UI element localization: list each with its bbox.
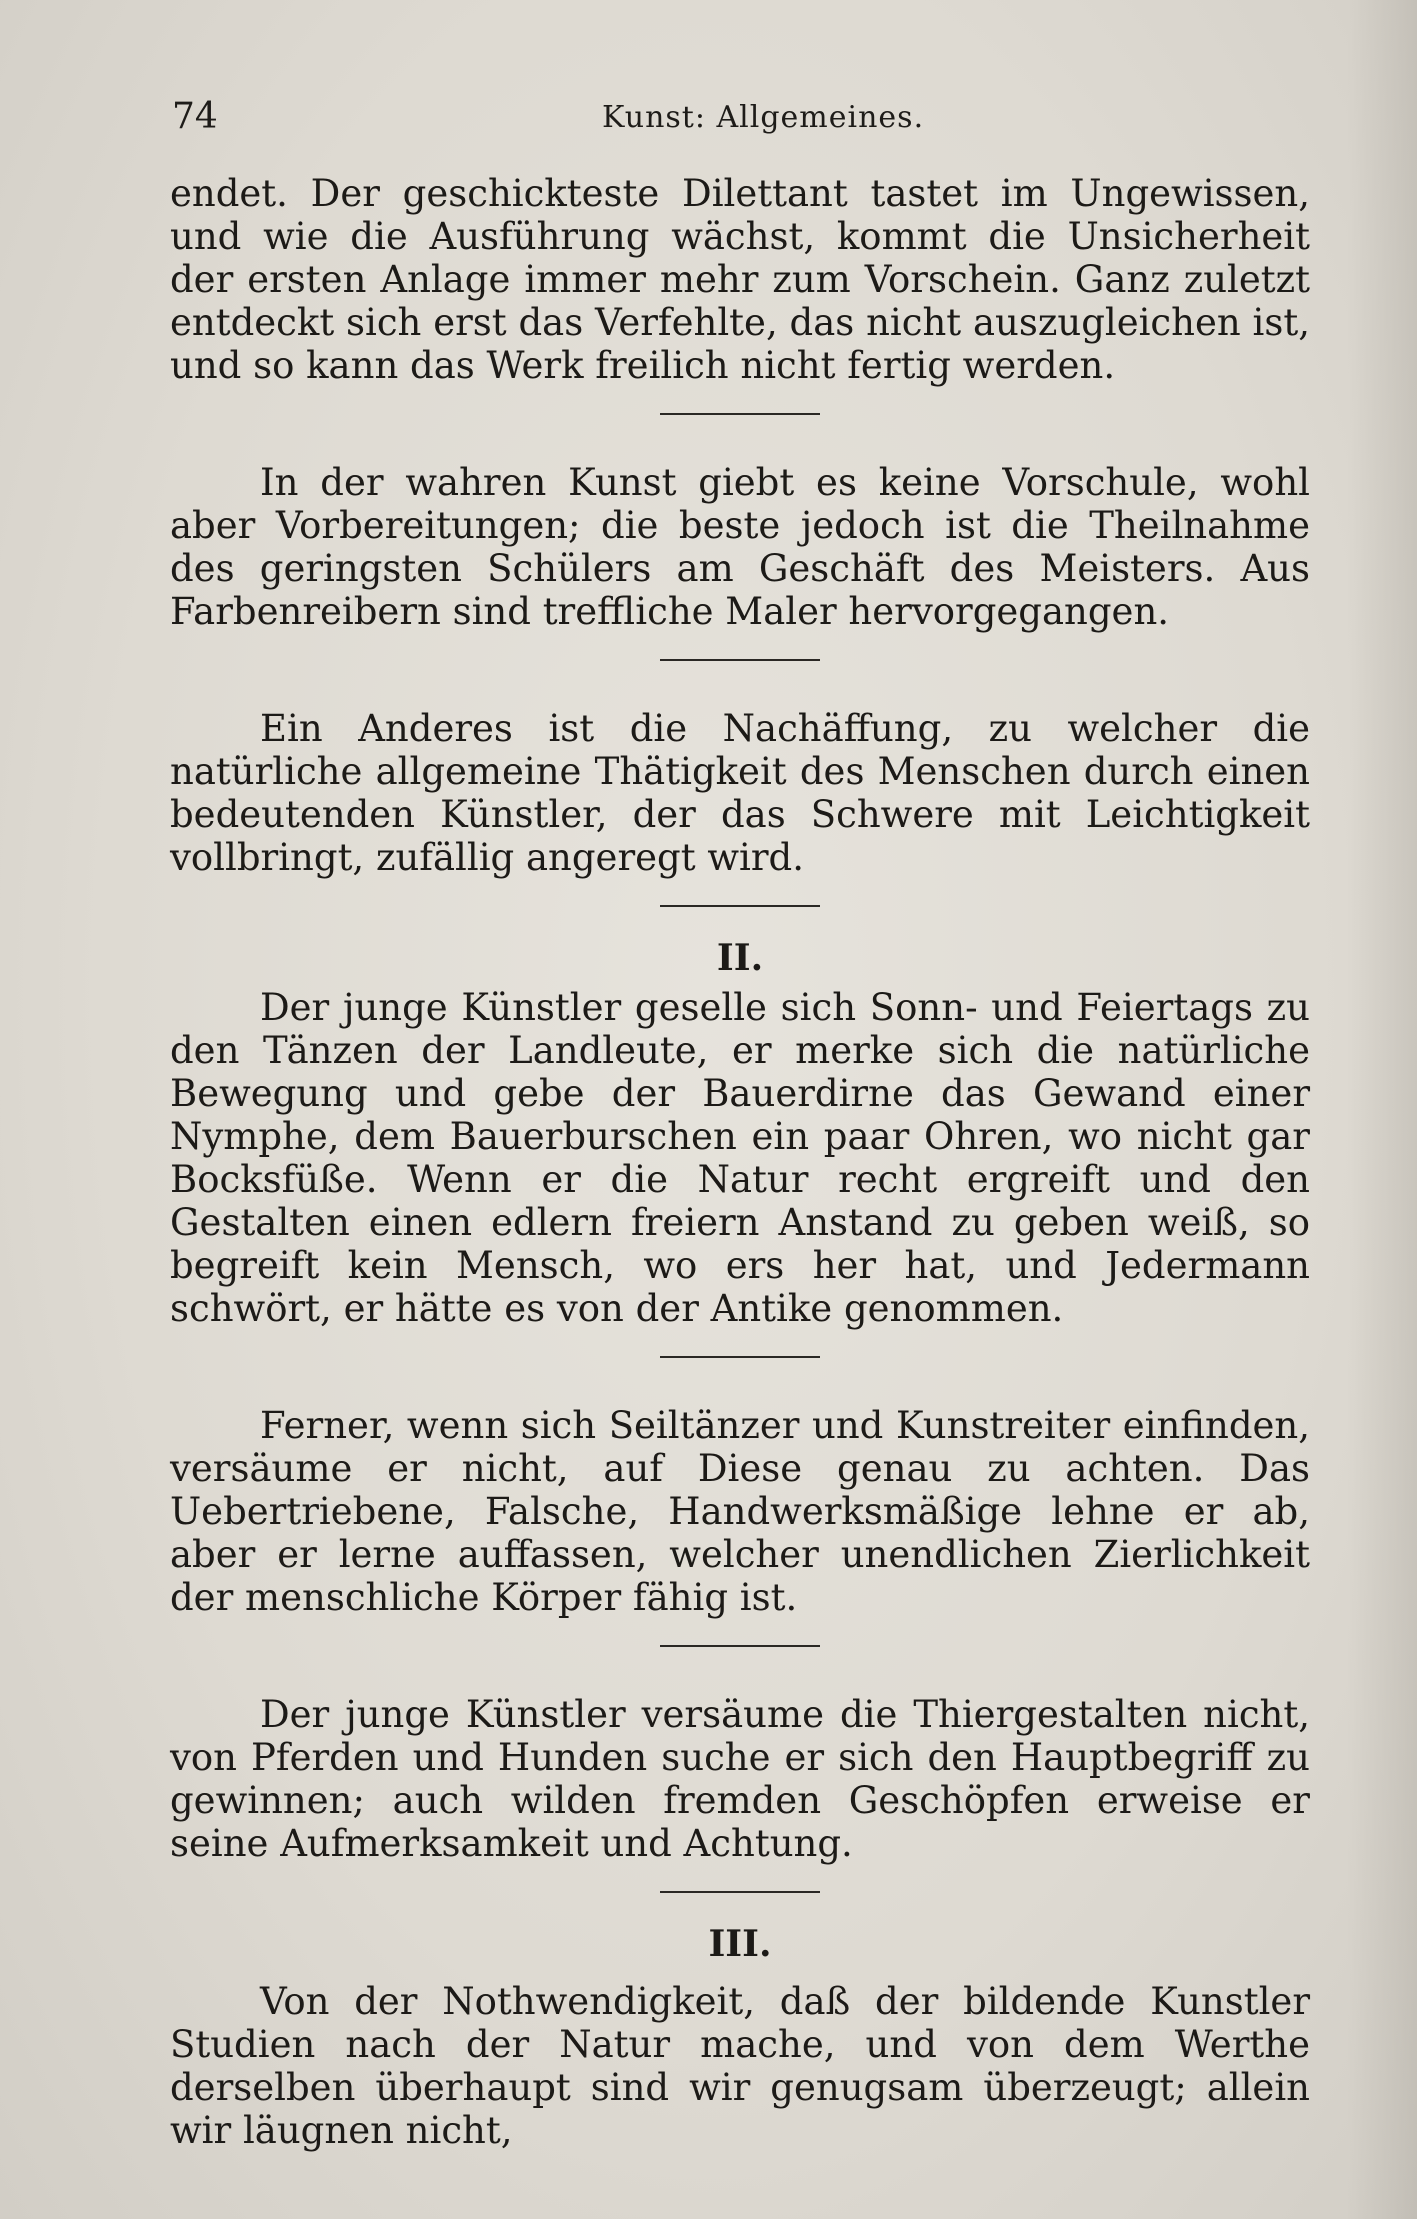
section-divider [660, 659, 820, 661]
paragraph: endet. Der geschickteste Dilettant tastet im Ungewissen, und wie die Ausführung wächst, kommt die Unsicherheit der ersten Anlage immer mehr zum Vorschein. Ganz zuletzt entdeckt sich erst das Verfehlte, das nicht auszugleichen ist, und so kann das Werk freilich nicht fertig werden. [170, 172, 1310, 387]
section-heading: II. [716, 937, 764, 979]
section-divider [660, 905, 820, 907]
paragraph: Der junge Künstler versäume die Thiergestalten nicht, von Pferden und Hunden suche er sich den Hauptbegriff zu gewinnen; auch wilden fremden Geschöpfen erweise er seine Aufmerksamkeit und Achtung. [170, 1693, 1310, 1865]
section-divider [660, 1891, 820, 1893]
page-header [172, 96, 1312, 146]
paragraph: In der wahren Kunst giebt es keine Vorschule, wohl aber Vorbereitungen; die beste jedoch ist die Theilnahme des geringsten Schülers am Geschäft des Meisters. Aus Farbenreibern sind treffliche Maler hervorgegangen. [170, 461, 1310, 633]
page-edge-shadow [1347, 0, 1417, 2219]
paragraph: Der junge Künstler geselle sich Sonn- und Feiertags zu den Tänzen der Landleute, er merke sich die natürliche Bewegung und gebe der Bauerdirne das Gewand einer Nymphe, dem Bauerburschen ein paar Ohren, wo nicht gar Bocksfüße. Wenn er die Natur recht ergreift und den Gestalten einen edlern freiern Anstand zu geben weiß, so begreift kein Mensch, wo ers her hat, und Jedermann schwört, er hätte es von der Antike genommen. [170, 986, 1310, 1330]
section-divider [660, 1356, 820, 1358]
paragraph: Ein Anderes ist die Nachäffung, zu welcher die natürliche allgemeine Thätigkeit des Menschen durch einen bedeutenden Künstler, der das Schwere mit Leichtigkeit vollbringt, zufällig angeregt wird. [170, 707, 1310, 879]
page-number: 74 [172, 96, 218, 137]
running-head: Kunst: Allgemeines. [602, 100, 925, 135]
section-divider [660, 1645, 820, 1647]
section-divider [660, 413, 820, 415]
section-heading: III. [708, 1923, 772, 1965]
body-text [170, 172, 1310, 2152]
paragraph: Von der Nothwendigkeit, daß der bildende Kunstler Studien nach der Natur mache, und von dem Werthe derselben überhaupt sind wir genugsam überzeugt; allein wir läugnen nicht, [170, 1980, 1310, 2152]
paragraph: Ferner, wenn sich Seiltänzer und Kunstreiter einfinden, versäume er nicht, auf Diese genau zu achten. Das Uebertriebene, Falsche, Handwerksmäßige lehne er ab, aber er lerne auffassen, welcher unendlichen Zierlichkeit der menschliche Körper fähig ist. [170, 1404, 1310, 1619]
